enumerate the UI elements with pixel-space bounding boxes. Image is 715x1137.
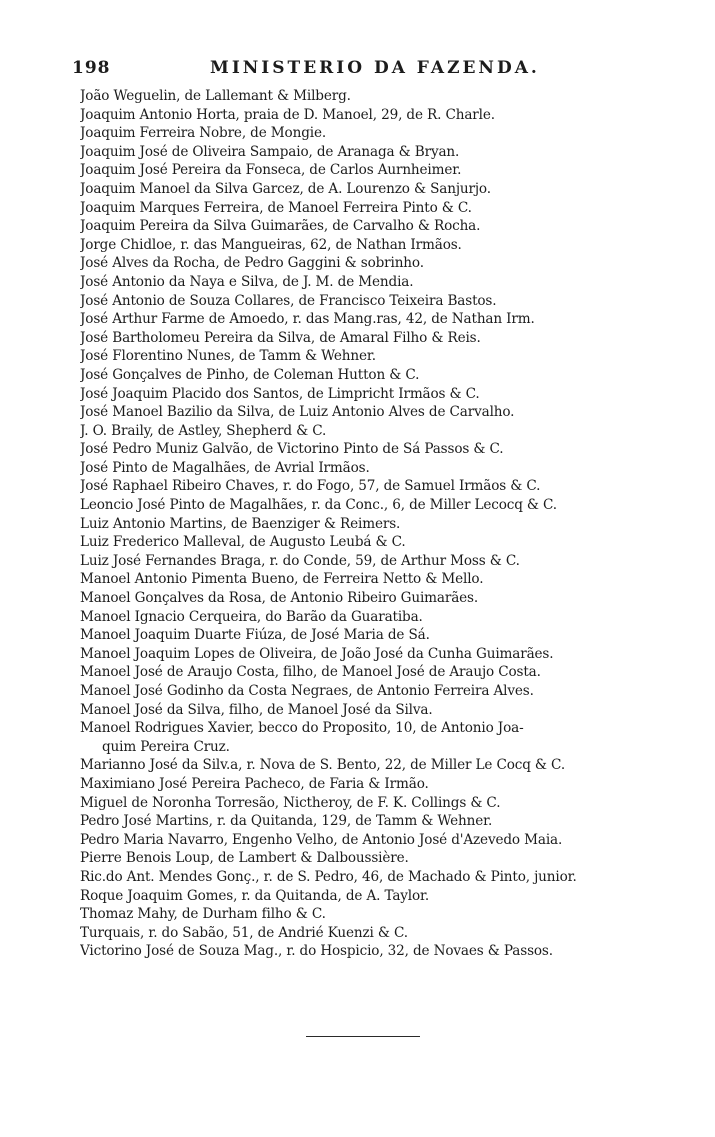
list-item: Thomaz Mahy, de Durham filho & C. bbox=[80, 906, 326, 923]
list-item: Manoel José de Araujo Costa, filho, de Manoel José de Araujo Costa. bbox=[80, 664, 541, 681]
list-item: Joaquim Antonio Horta, praia de D. Manoel, 29, de R. Charle. bbox=[80, 106, 495, 123]
list-item: Luiz José Fernandes Braga, r. do Conde, 59, de Arthur Moss & C. bbox=[80, 552, 520, 569]
list-item: Joaquim José Pereira da Fonseca, de Carlos Aurnheimer. bbox=[80, 162, 462, 179]
list-item: João Weguelin, de Lallemant & Milberg. bbox=[80, 88, 351, 104]
list-item: José Arthur Farme de Amoedo, r. das Mang.ras, 42, de Nathan Irm. bbox=[80, 311, 535, 328]
list-item: Victorino José de Souza Mag., r. do Hospicio, 32, de Novaes & Passos. bbox=[80, 943, 553, 960]
list-item: Luiz Antonio Martins, de Baenziger & Reimers. bbox=[80, 515, 401, 532]
list-item: Joaquim Pereira da Silva Guimarães, de Carvalho & Rocha. bbox=[80, 218, 481, 235]
list-item: José Antonio de Souza Collares, de Francisco Teixeira Bastos. bbox=[80, 292, 497, 309]
list-item: Luiz Frederico Malleval, de Augusto Leubá & C. bbox=[80, 534, 406, 551]
list-item: Leoncio José Pinto de Magalhães, r. da Conc., 6, de Miller Lecocq & C. bbox=[80, 497, 557, 514]
list-item: Marianno José da Silv.a, r. Nova de S. Bento, 22, de Miller Le Cocq & C. bbox=[80, 757, 565, 774]
list-item: Ric.do Ant. Mendes Gonç., r. de S. Pedro, 46, de Machado & Pinto, junior. bbox=[80, 868, 577, 885]
list-item: Manoel Antonio Pimenta Bueno, de Ferreira Netto & Mello. bbox=[80, 571, 484, 588]
list-item: Miguel de Noronha Torresão, Nictheroy, de F. K. Collings & C. bbox=[80, 794, 501, 811]
list-item: Turquais, r. do Sabão, 51, de Andrié Kuenzi & C. bbox=[80, 924, 408, 941]
list-item: Jorge Chidloe, r. das Mangueiras, 62, de Nathan Irmãos. bbox=[80, 236, 462, 253]
list-item: Joaquim Manoel da Silva Garcez, de A. Lourenzo & Sanjurjo. bbox=[80, 180, 491, 197]
list-item: Manoel Joaquim Duarte Fiúza, de José Maria de Sá. bbox=[80, 627, 430, 644]
list-item: José Pedro Muniz Galvão, de Victorino Pinto de Sá Passos & C. bbox=[80, 441, 504, 458]
list-item: Roque Joaquim Gomes, r. da Quitanda, de A. Taylor. bbox=[80, 887, 430, 904]
list-item: José Bartholomeu Pereira da Silva, de Amaral Filho & Reis. bbox=[80, 329, 481, 346]
list-item: José Antonio da Naya e Silva, de J. M. de Mendia. bbox=[80, 273, 414, 290]
list-item: Pedro Maria Navarro, Engenho Velho, de Antonio José d'Azevedo Maia. bbox=[80, 831, 563, 848]
list-item: Manoel Joaquim Lopes de Oliveira, de João José da Cunha Guimarães. bbox=[80, 645, 554, 662]
list-item: José Alves da Rocha, de Pedro Gaggini & sobrinho. bbox=[80, 255, 424, 272]
list-item: Manoel José da Silva, filho, de Manoel José da Silva. bbox=[80, 701, 433, 718]
list-item: José Pinto de Magalhães, de Avrial Irmãos. bbox=[80, 459, 370, 476]
list-item: José Manoel Bazilio da Silva, de Luiz Antonio Alves de Carvalho. bbox=[80, 404, 515, 421]
page-header bbox=[72, 58, 652, 84]
list-item: José Raphael Ribeiro Chaves, r. do Fogo, 57, de Samuel Irmãos & C. bbox=[80, 478, 541, 495]
list-item: José Florentino Nunes, de Tamm & Wehner. bbox=[80, 348, 376, 365]
list-item: Joaquim Marques Ferreira, de Manoel Ferreira Pinto & C. bbox=[80, 199, 472, 216]
list-item: Maximiano José Pereira Pacheco, de Faria & Irmão. bbox=[80, 775, 429, 792]
end-rule-divider bbox=[306, 1036, 420, 1037]
list-item: Manoel Gonçalves da Rosa, de Antonio Ribeiro Guimarães. bbox=[80, 590, 479, 607]
page-number: 198 bbox=[72, 58, 111, 78]
list-item: Pierre Benois Loup, de Lambert & Dalboussière. bbox=[80, 850, 409, 867]
clerk-list bbox=[80, 87, 655, 961]
list-item: Manoel José Godinho da Costa Negraes, de Antonio Ferreira Alves. bbox=[80, 683, 534, 699]
list-item: Joaquim José de Oliveira Sampaio, de Aranaga & Bryan. bbox=[80, 143, 460, 160]
list-item: Manoel Rodrigues Xavier, becco do Proposito, 10, de Antonio Joa- bbox=[80, 720, 524, 737]
list-item: José Gonçalves de Pinho, de Coleman Hutton & C. bbox=[80, 366, 420, 383]
list-item: J. O. Braily, de Astley, Shepherd & C. bbox=[80, 422, 327, 439]
list-item-continuation: quim Pereira Cruz. bbox=[102, 738, 230, 755]
running-title: MINISTERIO DA FAZENDA. bbox=[210, 58, 540, 78]
list-item: Joaquim Ferreira Nobre, de Mongie. bbox=[80, 125, 327, 142]
list-item: Pedro José Martins, r. da Quitanda, 129, de Tamm & Wehner. bbox=[80, 813, 493, 830]
list-item: Manoel Ignacio Cerqueira, do Barão da Guaratiba. bbox=[80, 608, 423, 625]
list-item: José Joaquim Placido dos Santos, de Limpricht Irmãos & C. bbox=[80, 385, 480, 402]
